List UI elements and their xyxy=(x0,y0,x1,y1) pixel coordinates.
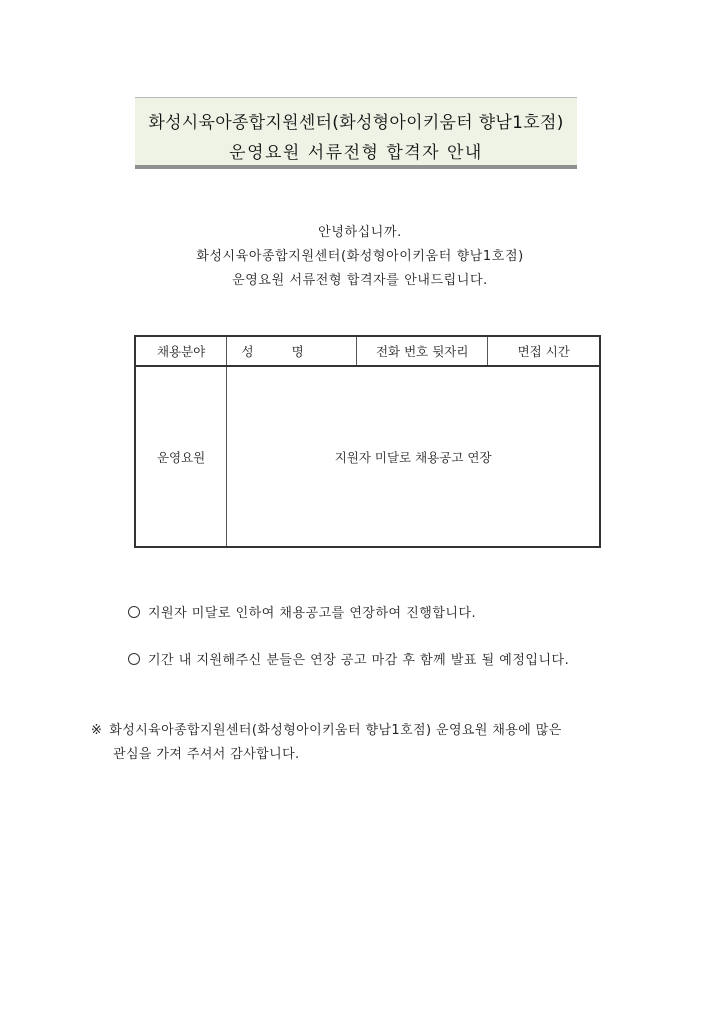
notice-item-1 xyxy=(128,602,476,621)
circle-bullet-icon xyxy=(128,653,140,665)
circle-bullet-icon xyxy=(128,606,140,618)
document-title-line-2: 운영요원 서류전형 합격자 안내 xyxy=(229,143,483,163)
notice-text-1: 지원자 미달로 인하여 채용공고를 연장하여 진행합니다. xyxy=(148,606,477,621)
notice-item-2 xyxy=(128,649,569,668)
greeting-line-2: 화성시육아종합지원센터(화성형아이키움터 향남1호점) xyxy=(196,249,524,264)
reference-mark-icon: ※ xyxy=(91,723,103,738)
greeting-line-1: 안녕하십니까. xyxy=(318,225,402,240)
applicant-result-table xyxy=(134,335,601,548)
header-name: 성명 xyxy=(227,336,357,366)
notice-text-2: 기간 내 지원해주신 분들은 연장 공고 마감 후 함께 발표 될 예정입니다. xyxy=(148,653,570,668)
document-title-box xyxy=(135,97,577,169)
header-interview-time: 면접 시간 xyxy=(488,336,600,366)
footer-line-1 xyxy=(91,719,562,738)
table-header-row xyxy=(135,336,600,366)
footer-line-2: 관심을 가져 주셔서 감사합니다. xyxy=(113,747,300,762)
cell-field: 운영요원 xyxy=(135,366,227,547)
footer-text-1: 화성시육아종합지원센터(화성형아이키움터 향남1호점) 운영요원 채용에 많은 xyxy=(109,723,562,738)
greeting-line-3: 운영요원 서류전형 합격자를 안내드립니다. xyxy=(232,273,488,288)
header-field: 채용분야 xyxy=(135,336,227,366)
document-title-line-1: 화성시육아종합지원센터(화성형아이키움터 향남1호점) xyxy=(148,113,564,133)
table-row xyxy=(135,366,600,547)
header-phone: 전화 번호 뒷자리 xyxy=(357,336,488,366)
cell-message: 지원자 미달로 채용공고 연장 xyxy=(227,366,600,547)
